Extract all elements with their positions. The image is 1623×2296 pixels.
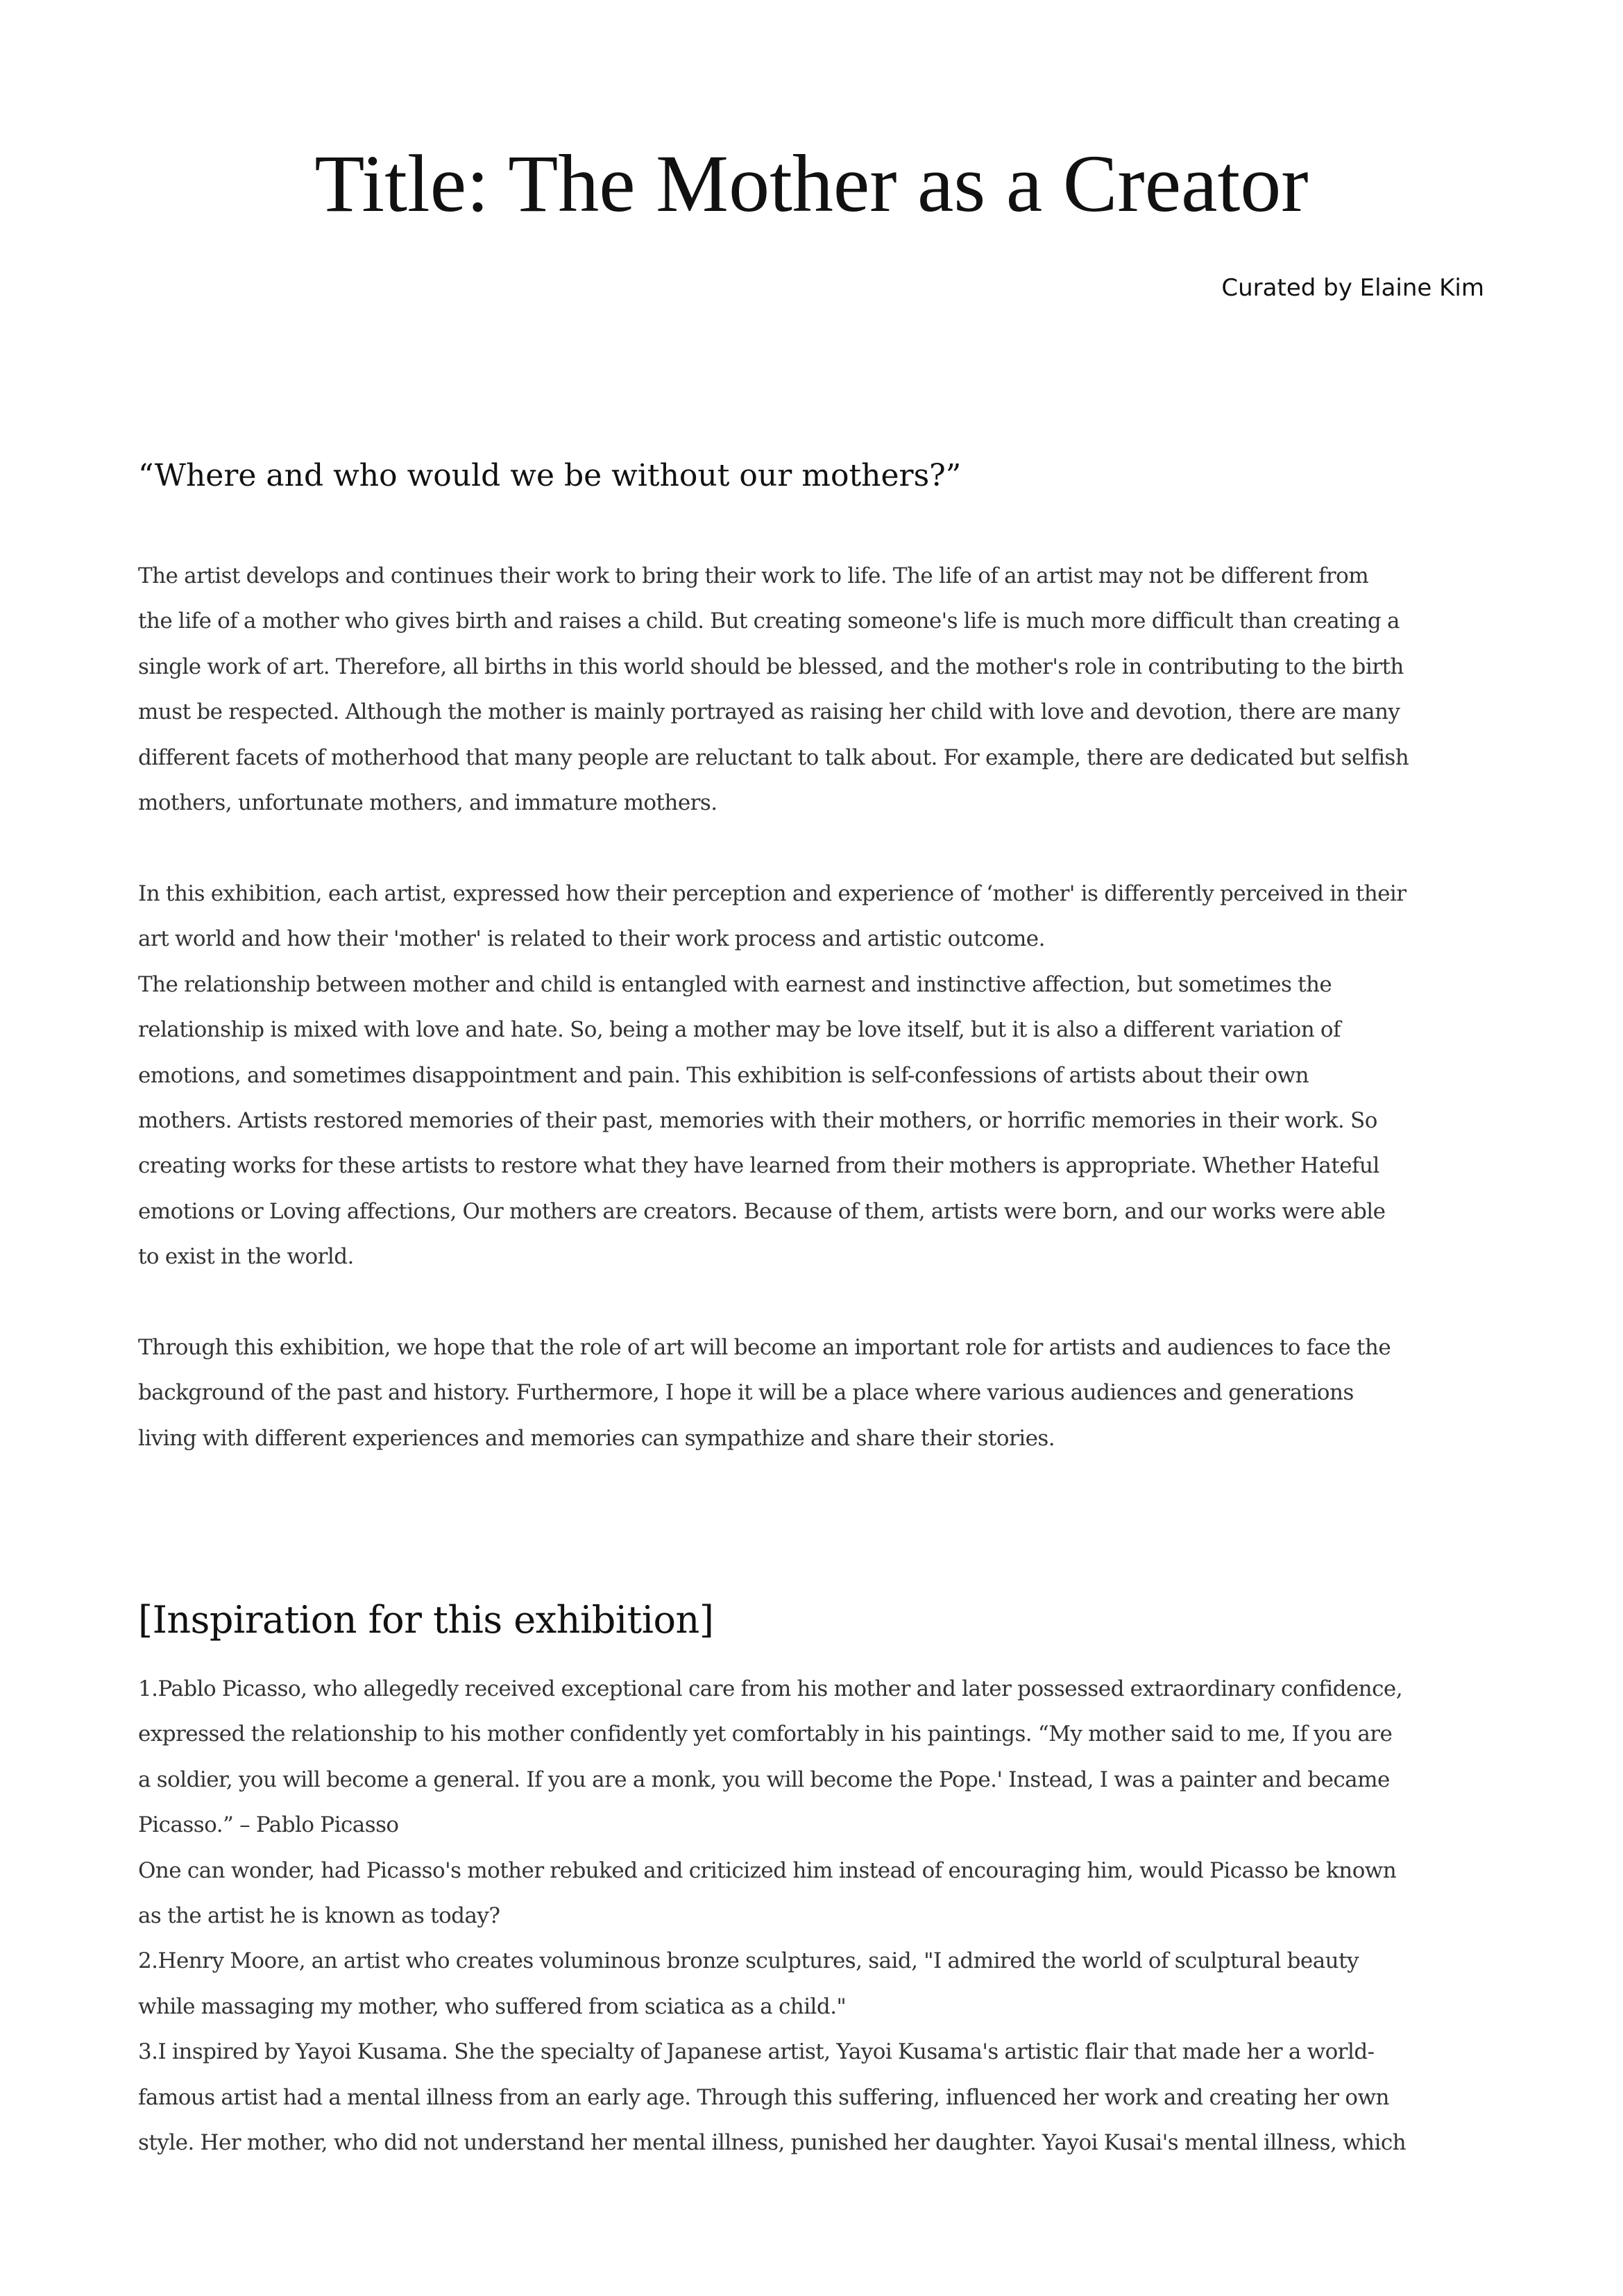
paragraph-line: Picasso.” – Pablo Picasso: [138, 1812, 399, 1838]
paragraph-line: as the artist he is known as today?: [138, 1903, 500, 1929]
document-title: Title: The Mother as a Creator: [314, 138, 1309, 229]
paragraph-line: mothers. Artists restored memories of their past, memories with their mothers, or horrific memories in their work. So: [138, 1108, 1377, 1134]
paragraph-line: art world and how their 'mother' is related to their work process and artistic outcome.: [138, 926, 1045, 952]
inspiration-paragraph: [138, 1667, 1491, 2166]
paragraph-line: background of the past and history. Furthermore, I hope it will be a place where various audiences and generations: [138, 1380, 1354, 1406]
inspiration-heading: [Inspiration for this exhibition]: [138, 1598, 714, 1642]
paragraph-line: single work of art. Therefore, all births in this world should be blessed, and the mother's role in contributing to the birth: [138, 654, 1404, 679]
paragraph-line: relationship is mixed with love and hate. So, being a mother may be love itself, but it is also a different variation of: [138, 1017, 1341, 1043]
opening-quote: “Where and who would we be without our mothers?”: [138, 458, 962, 493]
paragraph-line: must be respected. Although the mother is mainly portrayed as raising her child with love and devotion, there are many: [138, 699, 1400, 725]
paragraph-line: One can wonder, had Picasso's mother rebuked and criticized him instead of encouraging him, would Picasso be known: [138, 1857, 1397, 1883]
exhibition-paragraph: [138, 871, 1491, 1280]
paragraph-line: living with different experiences and memories can sympathize and share their stories.: [138, 1425, 1055, 1451]
paragraph-line: emotions, and sometimes disappointment and pain. This exhibition is self-confessions of artists about their own: [138, 1062, 1309, 1088]
paragraph-line: The artist develops and continues their work to bring their work to life. The life of an artist may not be different from: [138, 563, 1369, 588]
paragraph-line: expressed the relationship to his mother confidently yet comfortably in his paintings. “My mother said to me, If you are: [138, 1721, 1393, 1747]
paragraph-line: The relationship between mother and child is entangled with earnest and instinctive affection, but sometimes the: [138, 971, 1332, 997]
paragraph-line: Through this exhibition, we hope that the role of art will become an important role for artists and audiences to face the: [138, 1335, 1391, 1360]
paragraph-line: 3.I inspired by Yayoi Kusama. She the specialty of Japanese artist, Yayoi Kusama's artistic flair that made her a world-: [138, 2039, 1375, 2065]
curator-credit: Curated by Elaine Kim: [1221, 274, 1484, 302]
paragraph-line: mothers, unfortunate mothers, and immature mothers.: [138, 790, 717, 816]
closing-paragraph: [138, 1325, 1491, 1461]
paragraph-line: famous artist had a mental illness from an early age. Through this suffering, influenced her work and creating her own: [138, 2084, 1389, 2110]
paragraph-line: while massaging my mother, who suffered from sciatica as a child.": [138, 1993, 847, 2019]
intro-paragraph: [138, 554, 1491, 826]
paragraph-line: 1.Pablo Picasso, who allegedly received exceptional care from his mother and later possessed extraordinary confidence,: [138, 1676, 1402, 1701]
paragraph-line: 2.Henry Moore, an artist who creates voluminous bronze sculptures, said, "I admired the world of sculptural beauty: [138, 1948, 1359, 1974]
paragraph-line: a soldier, you will become a general. If you are a monk, you will become the Pope.' Instead, I was a painter and became: [138, 1767, 1390, 1792]
paragraph-line: In this exhibition, each artist, expressed how their perception and experience of ‘mother' is differently perceived in their: [138, 881, 1407, 906]
paragraph-line: different facets of motherhood that many people are reluctant to talk about. For example, there are dedicated but selfish: [138, 745, 1409, 770]
paragraph-line: emotions or Loving affections, Our mothers are creators. Because of them, artists were born, and our works were able: [138, 1198, 1386, 1224]
paragraph-line: to exist in the world.: [138, 1244, 354, 1270]
paragraph-line: the life of a mother who gives birth and raises a child. But creating someone's life is much more difficult than creating a: [138, 609, 1400, 634]
paragraph-line: creating works for these artists to restore what they have learned from their mothers is appropriate. Whether Hateful: [138, 1153, 1379, 1179]
paragraph-line: style. Her mother, who did not understand her mental illness, punished her daughter. Yayoi Kusai's mental illness, which: [138, 2130, 1407, 2156]
